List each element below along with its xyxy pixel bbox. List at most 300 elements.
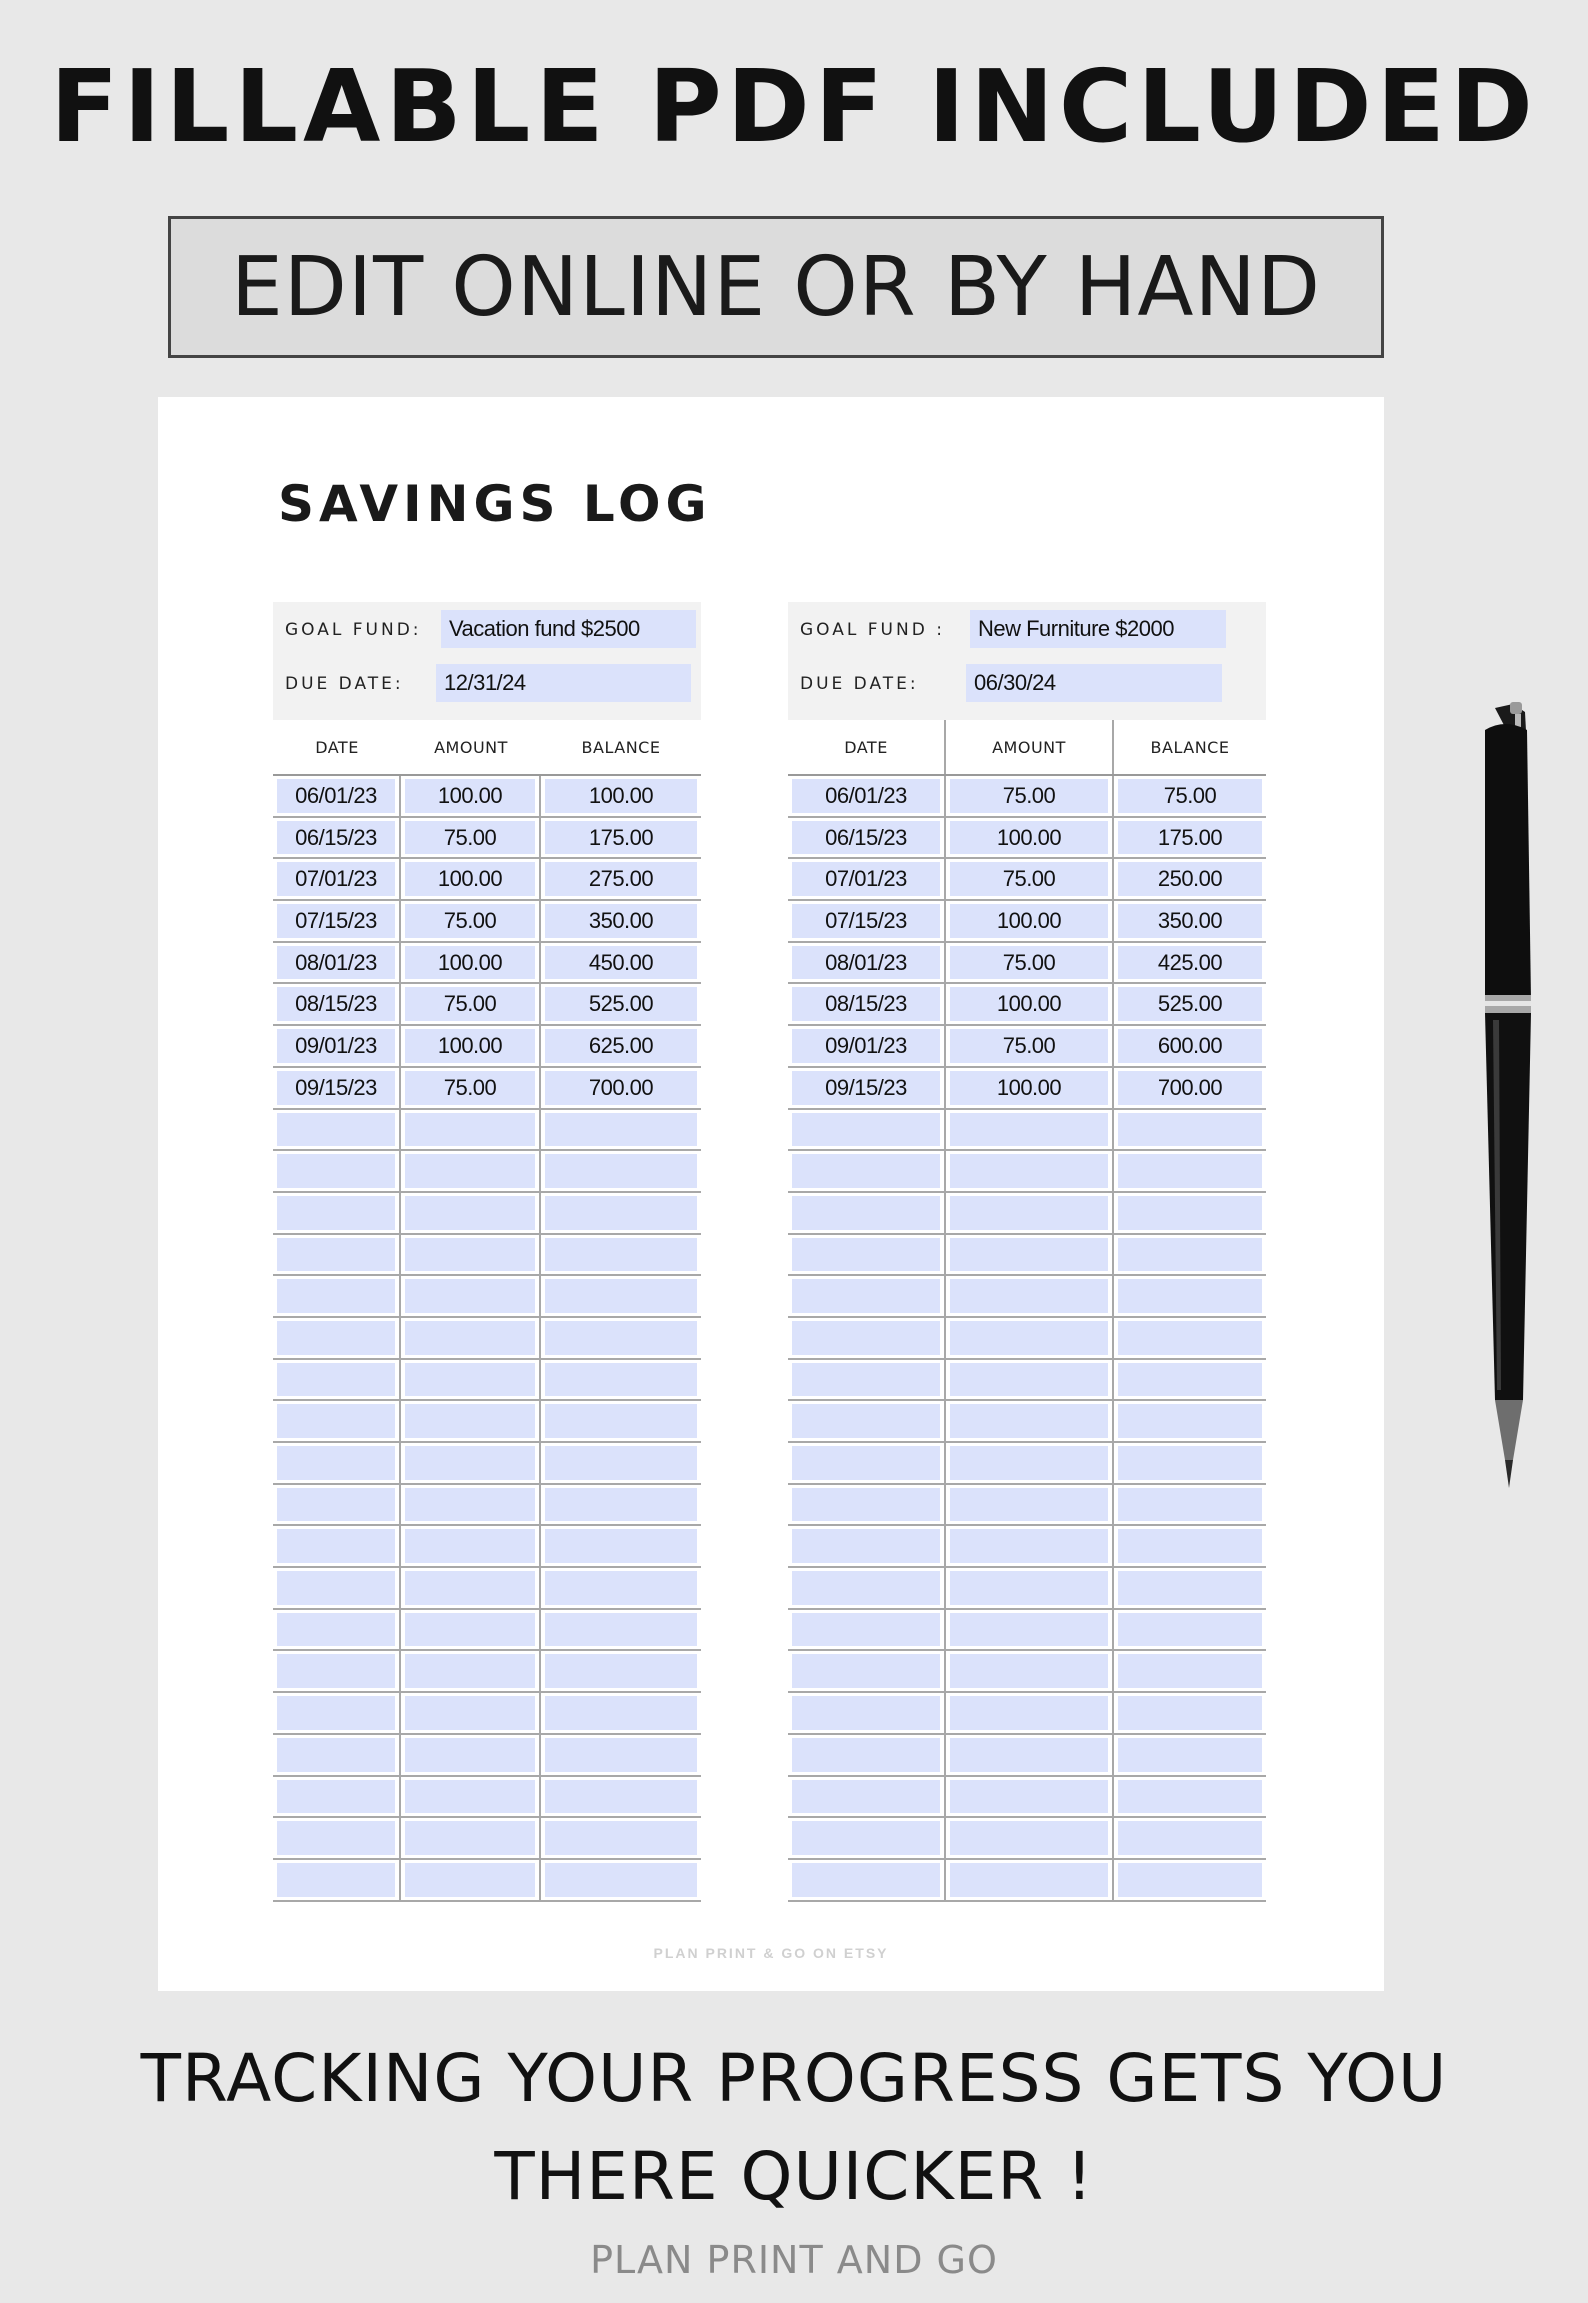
amount-field[interactable]: [950, 1613, 1108, 1647]
table-row: [788, 1110, 1266, 1152]
due-date-label: DUE DATE:: [800, 674, 919, 694]
date-field[interactable]: [792, 1488, 940, 1522]
balance-field[interactable]: [545, 1238, 697, 1272]
balance-field[interactable]: [545, 1654, 697, 1688]
balance-cell: [541, 1526, 701, 1566]
headline: FILLABLE PDF INCLUDED: [50, 48, 1538, 165]
amount-field[interactable]: [405, 1654, 535, 1688]
balance-field[interactable]: [1118, 1404, 1262, 1438]
amount-field[interactable]: [405, 1321, 535, 1355]
table-row: [788, 1360, 1266, 1402]
amount-field[interactable]: [950, 1738, 1108, 1772]
amount-cell: [946, 1693, 1114, 1733]
date-cell: [788, 1693, 946, 1733]
balance-field[interactable]: [1118, 1696, 1262, 1730]
date-cell: [273, 1068, 401, 1108]
date-field[interactable]: [277, 1529, 395, 1563]
table-row: [273, 1318, 701, 1360]
amount-cell: [401, 1651, 541, 1691]
amount-field[interactable]: 75.00: [405, 987, 535, 1021]
table-row: [273, 1735, 701, 1777]
amount-field[interactable]: [950, 1154, 1108, 1188]
amount-cell: [401, 1026, 541, 1066]
balance-field[interactable]: 525.00: [1118, 987, 1262, 1021]
balance-field[interactable]: 175.00: [545, 821, 697, 855]
balance-field[interactable]: [545, 1488, 697, 1522]
amount-field[interactable]: [950, 1321, 1108, 1355]
table-row: [273, 1526, 701, 1568]
amount-cell: [401, 1443, 541, 1483]
balance-cell: [1114, 943, 1266, 983]
balance-field[interactable]: [545, 1780, 697, 1814]
amount-field[interactable]: [950, 1238, 1108, 1272]
balance-field[interactable]: [1118, 1154, 1262, 1188]
balance-cell: [1114, 1443, 1266, 1483]
balance-cell: [1114, 1235, 1266, 1275]
date-field[interactable]: [792, 1363, 940, 1397]
amount-cell: [401, 1860, 541, 1900]
amount-field[interactable]: [950, 1529, 1108, 1563]
amount-cell: [401, 1777, 541, 1817]
column-header-balance: BALANCE: [1150, 737, 1230, 757]
table-row: [273, 776, 701, 818]
amount-field[interactable]: [950, 1780, 1108, 1814]
balance-cell: [1114, 1401, 1266, 1441]
balance-field[interactable]: [1118, 1279, 1262, 1313]
balance-cell: [1114, 1818, 1266, 1858]
date-cell: [273, 1485, 401, 1525]
amount-cell: [946, 1193, 1114, 1233]
amount-cell: [946, 1318, 1114, 1358]
balance-cell: [1114, 776, 1266, 816]
table-row: [788, 1276, 1266, 1318]
date-field[interactable]: 09/01/23: [277, 1029, 395, 1063]
date-field[interactable]: [277, 1238, 395, 1272]
amount-field[interactable]: [405, 1529, 535, 1563]
date-field[interactable]: 08/15/23: [792, 987, 940, 1021]
date-field[interactable]: 06/01/23: [277, 779, 395, 813]
date-field[interactable]: 08/15/23: [277, 987, 395, 1021]
balance-field[interactable]: [545, 1113, 697, 1147]
table-row: [788, 1610, 1266, 1652]
balance-field[interactable]: [545, 1863, 697, 1897]
amount-cell: [401, 1151, 541, 1191]
date-field[interactable]: [792, 1738, 940, 1772]
date-field[interactable]: [277, 1279, 395, 1313]
amount-cell: [401, 1568, 541, 1608]
amount-cell: [401, 1235, 541, 1275]
date-cell: [788, 943, 946, 983]
balance-field[interactable]: 175.00: [1118, 821, 1262, 855]
date-cell: [273, 859, 401, 899]
balance-cell: [541, 776, 701, 816]
date-field[interactable]: [277, 1446, 395, 1480]
date-cell: [788, 1818, 946, 1858]
amount-field[interactable]: 100.00: [405, 946, 535, 980]
table-row: [273, 1276, 701, 1318]
date-field[interactable]: [277, 1196, 395, 1230]
date-field[interactable]: [792, 1529, 940, 1563]
balance-cell: [541, 818, 701, 858]
date-field[interactable]: 06/15/23: [277, 821, 395, 855]
amount-field[interactable]: [950, 1821, 1108, 1855]
balance-field[interactable]: [1118, 1446, 1262, 1480]
sheet-title: SAVINGS LOG: [278, 475, 712, 533]
date-field[interactable]: 08/01/23: [792, 946, 940, 980]
date-cell: [273, 1693, 401, 1733]
date-field[interactable]: [277, 1154, 395, 1188]
amount-field[interactable]: [950, 1363, 1108, 1397]
balance-field[interactable]: [1118, 1654, 1262, 1688]
date-cell: [788, 1443, 946, 1483]
amount-field[interactable]: [405, 1488, 535, 1522]
amount-field[interactable]: [405, 1821, 535, 1855]
balance-field[interactable]: [545, 1279, 697, 1313]
balance-field[interactable]: [545, 1613, 697, 1647]
table-row: [788, 1151, 1266, 1193]
amount-cell: [946, 1568, 1114, 1608]
balance-field[interactable]: 625.00: [545, 1029, 697, 1063]
table-row: [273, 1193, 701, 1235]
amount-field[interactable]: [950, 1113, 1108, 1147]
amount-field[interactable]: 75.00: [405, 904, 535, 938]
amount-field[interactable]: 100.00: [950, 904, 1108, 938]
goal-fund-field[interactable]: Vacation fund $2500: [441, 610, 696, 648]
amount-cell: [946, 1443, 1114, 1483]
balance-cell: [541, 1360, 701, 1400]
date-field[interactable]: 07/01/23: [792, 862, 940, 896]
date-cell: [273, 1818, 401, 1858]
balance-field[interactable]: [545, 1529, 697, 1563]
balance-field[interactable]: [1118, 1863, 1262, 1897]
date-field[interactable]: [277, 1654, 395, 1688]
amount-cell: [401, 1735, 541, 1775]
balance-field[interactable]: [1118, 1321, 1262, 1355]
amount-cell: [401, 1318, 541, 1358]
balance-field[interactable]: 250.00: [1118, 862, 1262, 896]
amount-cell: [946, 1777, 1114, 1817]
date-field[interactable]: 09/15/23: [792, 1071, 940, 1105]
date-field[interactable]: [792, 1696, 940, 1730]
balance-field[interactable]: [1118, 1488, 1262, 1522]
balance-field[interactable]: 350.00: [1118, 904, 1262, 938]
date-cell: [788, 1276, 946, 1316]
amount-field[interactable]: [950, 1404, 1108, 1438]
balance-field[interactable]: 600.00: [1118, 1029, 1262, 1063]
table-row: [273, 1651, 701, 1693]
date-field[interactable]: [277, 1821, 395, 1855]
date-field[interactable]: 09/01/23: [792, 1029, 940, 1063]
balance-field[interactable]: [545, 1821, 697, 1855]
balance-cell: [541, 901, 701, 941]
amount-cell: [401, 859, 541, 899]
amount-field[interactable]: 100.00: [405, 862, 535, 896]
date-cell: [788, 818, 946, 858]
amount-cell: [401, 818, 541, 858]
amount-cell: [946, 1610, 1114, 1650]
date-field[interactable]: 07/15/23: [792, 904, 940, 938]
table-row: [788, 1193, 1266, 1235]
table-row: [788, 1026, 1266, 1068]
date-field[interactable]: [792, 1196, 940, 1230]
balance-field[interactable]: [1118, 1821, 1262, 1855]
amount-field[interactable]: [405, 1404, 535, 1438]
date-field[interactable]: [792, 1279, 940, 1313]
balance-field[interactable]: 425.00: [1118, 946, 1262, 980]
amount-cell: [946, 818, 1114, 858]
date-cell: [788, 1151, 946, 1191]
date-field[interactable]: [277, 1404, 395, 1438]
subheadline-box: [168, 216, 1384, 358]
balance-field[interactable]: 525.00: [545, 987, 697, 1021]
table-row: [273, 818, 701, 860]
balance-field[interactable]: [1118, 1613, 1262, 1647]
balance-field[interactable]: [545, 1696, 697, 1730]
goal-fund-field[interactable]: New Furniture $2000: [970, 610, 1226, 648]
date-field[interactable]: 06/01/23: [792, 779, 940, 813]
balance-cell: [1114, 818, 1266, 858]
amount-field[interactable]: [405, 1154, 535, 1188]
balance-field[interactable]: 75.00: [1118, 779, 1262, 813]
amount-field[interactable]: [950, 1279, 1108, 1313]
date-cell: [273, 901, 401, 941]
amount-field[interactable]: [950, 1863, 1108, 1897]
amount-field[interactable]: 100.00: [950, 987, 1108, 1021]
date-cell: [788, 1401, 946, 1441]
table-row: [788, 1318, 1266, 1360]
balance-field[interactable]: 350.00: [545, 904, 697, 938]
amount-field[interactable]: [405, 1363, 535, 1397]
date-field[interactable]: [277, 1113, 395, 1147]
amount-field[interactable]: 100.00: [950, 821, 1108, 855]
amount-field[interactable]: [405, 1113, 535, 1147]
date-field[interactable]: 08/01/23: [277, 946, 395, 980]
date-cell: [788, 1110, 946, 1150]
amount-cell: [401, 1068, 541, 1108]
date-cell: [273, 1860, 401, 1900]
date-cell: [273, 1193, 401, 1233]
table-row: [788, 859, 1266, 901]
balance-cell: [1114, 1735, 1266, 1775]
goal-fund-label: GOAL FUND:: [285, 620, 422, 640]
amount-field[interactable]: [950, 1696, 1108, 1730]
date-field[interactable]: [792, 1613, 940, 1647]
balance-field[interactable]: 700.00: [1118, 1071, 1262, 1105]
date-cell: [273, 1526, 401, 1566]
savings-log-left: [273, 602, 701, 1902]
balance-field[interactable]: 275.00: [545, 862, 697, 896]
date-field[interactable]: [792, 1321, 940, 1355]
balance-field[interactable]: 100.00: [545, 779, 697, 813]
balance-field[interactable]: [545, 1404, 697, 1438]
amount-cell: [946, 1735, 1114, 1775]
balance-field[interactable]: 450.00: [545, 946, 697, 980]
date-cell: [273, 1610, 401, 1650]
balance-cell: [1114, 1068, 1266, 1108]
amount-field[interactable]: 75.00: [405, 1071, 535, 1105]
amount-field[interactable]: [405, 1780, 535, 1814]
tagline: [0, 2030, 1588, 2226]
table-row: [273, 1777, 701, 1819]
table-row: [273, 1693, 701, 1735]
date-field[interactable]: [792, 1863, 940, 1897]
balance-field[interactable]: 700.00: [545, 1071, 697, 1105]
amount-field[interactable]: [950, 1196, 1108, 1230]
due-date-field[interactable]: 06/30/24: [966, 664, 1222, 702]
amount-cell: [401, 1110, 541, 1150]
table-row: [788, 1485, 1266, 1527]
date-field[interactable]: [277, 1363, 395, 1397]
table-row: [273, 1443, 701, 1485]
balance-cell: [541, 1276, 701, 1316]
date-field[interactable]: [792, 1571, 940, 1605]
amount-field[interactable]: [405, 1696, 535, 1730]
date-cell: [273, 1568, 401, 1608]
balance-cell: [1114, 1360, 1266, 1400]
balance-field[interactable]: [1118, 1196, 1262, 1230]
due-date-field[interactable]: 12/31/24: [436, 664, 691, 702]
date-field[interactable]: 09/15/23: [277, 1071, 395, 1105]
amount-cell: [946, 1360, 1114, 1400]
amount-field[interactable]: 75.00: [950, 1029, 1108, 1063]
date-field[interactable]: 07/01/23: [277, 862, 395, 896]
date-field[interactable]: 07/15/23: [277, 904, 395, 938]
date-cell: [273, 1318, 401, 1358]
amount-field[interactable]: 75.00: [950, 946, 1108, 980]
date-cell: [273, 1151, 401, 1191]
date-cell: [788, 984, 946, 1024]
amount-field[interactable]: [405, 1863, 535, 1897]
balance-field[interactable]: [1118, 1113, 1262, 1147]
balance-field[interactable]: [1118, 1738, 1262, 1772]
balance-field[interactable]: [545, 1363, 697, 1397]
balance-cell: [541, 1818, 701, 1858]
table-row: [788, 1860, 1266, 1902]
amount-field[interactable]: [405, 1613, 535, 1647]
amount-field[interactable]: [950, 1488, 1108, 1522]
balance-field[interactable]: [545, 1446, 697, 1480]
amount-field[interactable]: [405, 1446, 535, 1480]
balance-field[interactable]: [1118, 1571, 1262, 1605]
table-header: [273, 720, 701, 776]
amount-field[interactable]: 100.00: [405, 1029, 535, 1063]
date-field[interactable]: [277, 1780, 395, 1814]
amount-field[interactable]: 75.00: [950, 779, 1108, 813]
date-cell: [273, 1360, 401, 1400]
date-cell: [788, 901, 946, 941]
column-header-date: DATE: [315, 737, 359, 757]
amount-field[interactable]: [950, 1571, 1108, 1605]
savings-log-sheet: [158, 397, 1384, 1991]
balance-field[interactable]: [545, 1738, 697, 1772]
goal-panel: [273, 602, 701, 720]
amount-cell: [401, 1401, 541, 1441]
balance-field[interactable]: [545, 1154, 697, 1188]
balance-cell: [541, 943, 701, 983]
balance-cell: [1114, 1651, 1266, 1691]
amount-cell: [946, 901, 1114, 941]
amount-field[interactable]: 75.00: [950, 862, 1108, 896]
amount-field[interactable]: [950, 1654, 1108, 1688]
date-field[interactable]: [277, 1863, 395, 1897]
date-field[interactable]: [277, 1321, 395, 1355]
balance-cell: [1114, 984, 1266, 1024]
balance-cell: [1114, 1026, 1266, 1066]
date-field[interactable]: [277, 1488, 395, 1522]
date-cell: [273, 943, 401, 983]
amount-cell: [946, 1276, 1114, 1316]
date-field[interactable]: [792, 1113, 940, 1147]
date-cell: [788, 1360, 946, 1400]
balance-field[interactable]: [1118, 1529, 1262, 1563]
amount-field[interactable]: [405, 1738, 535, 1772]
column-header-balance: BALANCE: [581, 737, 661, 757]
amount-field[interactable]: [405, 1238, 535, 1272]
date-field[interactable]: [792, 1780, 940, 1814]
date-field[interactable]: [792, 1654, 940, 1688]
sheet-footer: PLAN PRINT & GO ON ETSY: [653, 1945, 889, 1961]
amount-cell: [946, 1860, 1114, 1900]
date-field[interactable]: [792, 1238, 940, 1272]
balance-field[interactable]: [1118, 1238, 1262, 1272]
date-field[interactable]: [277, 1696, 395, 1730]
amount-cell: [946, 1485, 1114, 1525]
subheadline: EDIT ONLINE OR BY HAND: [230, 239, 1321, 335]
balance-field[interactable]: [1118, 1780, 1262, 1814]
date-field[interactable]: [792, 1821, 940, 1855]
table-row: [788, 1568, 1266, 1610]
amount-field[interactable]: [405, 1279, 535, 1313]
date-field[interactable]: [277, 1738, 395, 1772]
due-date-label: DUE DATE:: [285, 674, 404, 694]
date-field[interactable]: [277, 1613, 395, 1647]
balance-field[interactable]: [545, 1571, 697, 1605]
table-row: [788, 1526, 1266, 1568]
table-row: [273, 1151, 701, 1193]
date-cell: [273, 1443, 401, 1483]
amount-field[interactable]: 100.00: [405, 779, 535, 813]
date-cell: [788, 859, 946, 899]
table-row: [788, 1401, 1266, 1443]
date-field[interactable]: [277, 1571, 395, 1605]
amount-field[interactable]: 100.00: [950, 1071, 1108, 1105]
date-cell: [788, 1526, 946, 1566]
date-field[interactable]: [792, 1446, 940, 1480]
amount-field[interactable]: 75.00: [405, 821, 535, 855]
date-cell: [273, 984, 401, 1024]
amount-field[interactable]: [405, 1571, 535, 1605]
date-field[interactable]: [792, 1154, 940, 1188]
amount-cell: [401, 1693, 541, 1733]
table-row: [788, 776, 1266, 818]
amount-field[interactable]: [950, 1446, 1108, 1480]
table-row: [788, 1235, 1266, 1277]
column-header-amount: AMOUNT: [434, 737, 508, 757]
amount-field[interactable]: [405, 1196, 535, 1230]
balance-field[interactable]: [545, 1196, 697, 1230]
date-field[interactable]: 06/15/23: [792, 821, 940, 855]
balance-field[interactable]: [545, 1321, 697, 1355]
balance-field[interactable]: [1118, 1363, 1262, 1397]
amount-cell: [946, 1110, 1114, 1150]
balance-cell: [541, 1110, 701, 1150]
date-field[interactable]: [792, 1404, 940, 1438]
date-cell: [788, 1193, 946, 1233]
table-row: [273, 984, 701, 1026]
balance-cell: [541, 1193, 701, 1233]
amount-cell: [401, 1276, 541, 1316]
log-table: [273, 720, 701, 1902]
